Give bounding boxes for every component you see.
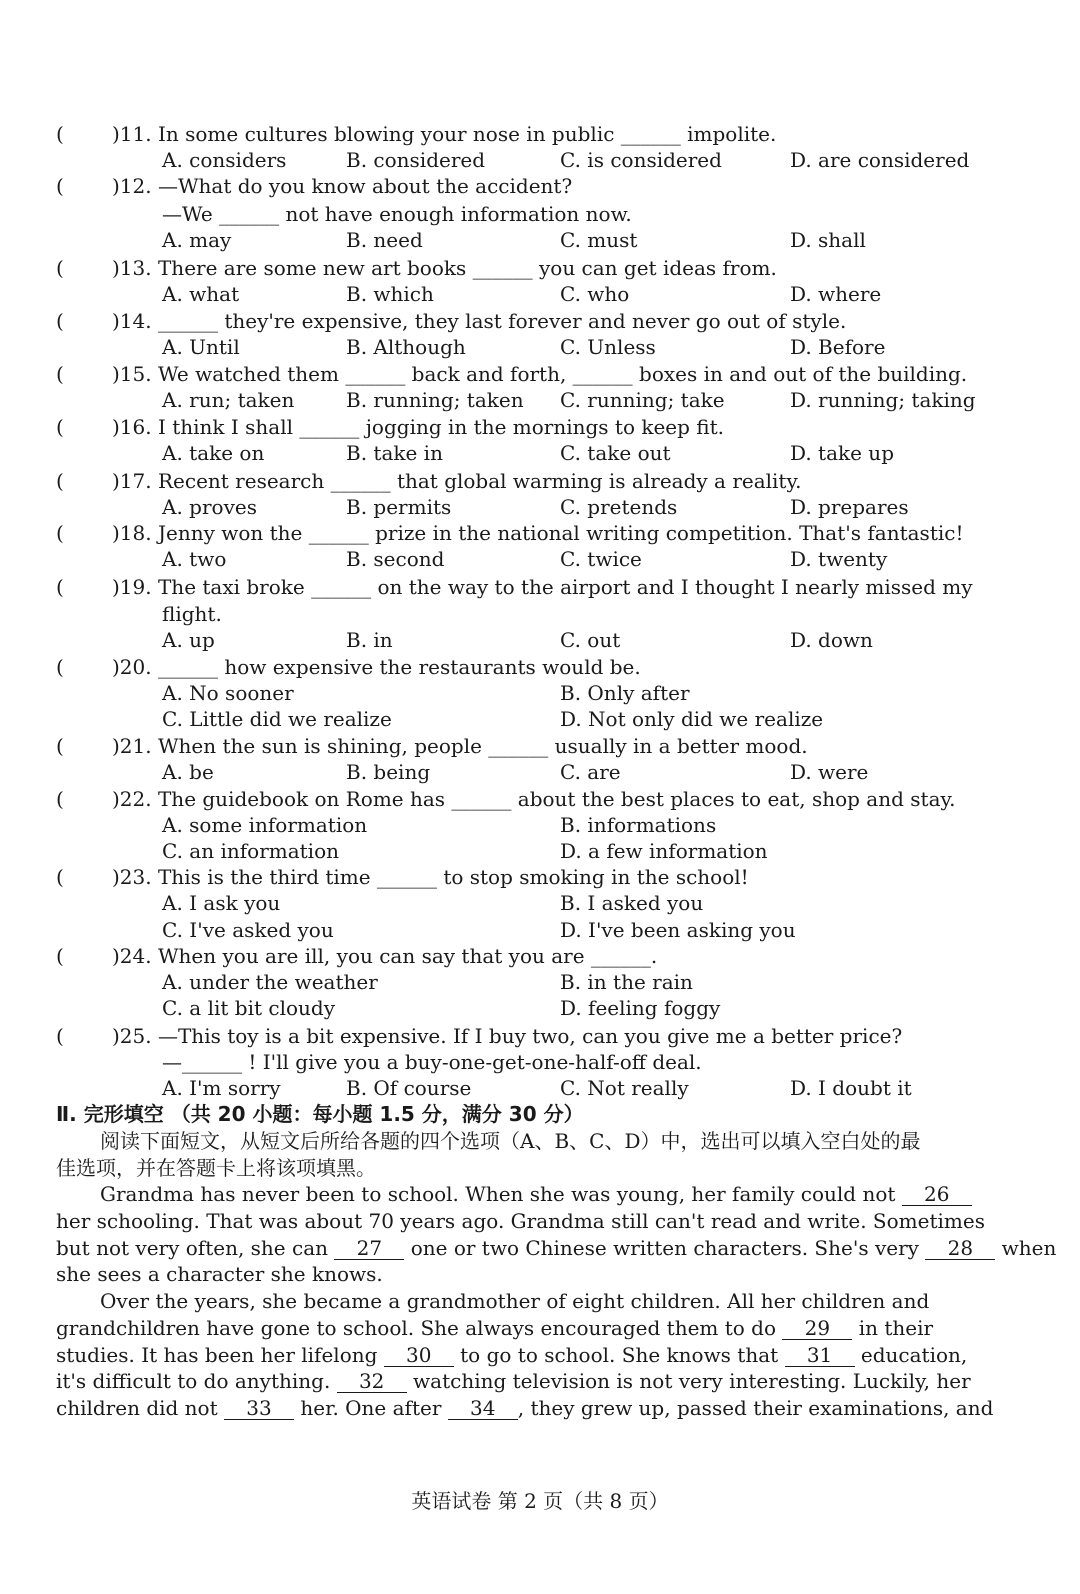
cloze-blank-29: 29 — [782, 1318, 852, 1340]
answer-paren: ( — [56, 655, 64, 679]
passage-line — [56, 1318, 933, 1340]
question-25 — [0, 1026, 1080, 1050]
passage-line — [56, 1211, 985, 1231]
answer-paren: ( — [56, 174, 64, 198]
option-11-A: A. considers — [162, 148, 287, 172]
option-14-D: D. Before — [790, 335, 886, 359]
question-stem: )19. The taxi broke ______ on the way to the airport and I thought I nearly missed my — [112, 575, 973, 599]
option-24-C: C. a lit bit cloudy — [162, 996, 335, 1020]
passage-text: children did not — [56, 1396, 224, 1420]
option-17-C: C. pretends — [560, 495, 678, 519]
question-stem: )17. Recent research ______ that global warming is already a reality. — [112, 469, 802, 493]
option-17-D: D. prepares — [790, 495, 909, 519]
option-21-C: C. are — [560, 760, 621, 784]
passage-text: it's difficult to do anything. — [56, 1369, 337, 1393]
option-22-B: B. informations — [560, 813, 717, 837]
passage-text: she sees a character she knows. — [56, 1262, 383, 1286]
option-23-C: C. I've asked you — [162, 918, 334, 942]
question-23 — [0, 867, 1080, 891]
answer-paren: ( — [56, 865, 64, 889]
question-19 — [0, 577, 1080, 601]
option-25-C: C. Not really — [560, 1076, 689, 1100]
question-stem: )24. When you are ill, you can say that you are ______. — [112, 944, 658, 968]
option-24-B: B. in the rain — [560, 970, 693, 994]
answer-paren: ( — [56, 575, 64, 599]
question-20 — [0, 657, 1080, 681]
question-11 — [0, 124, 1080, 148]
option-13-C: C. who — [560, 282, 630, 306]
passage-text: in their — [852, 1316, 934, 1340]
question-stem: )18. Jenny won the ______ prize in the national writing competition. That's fantastic! — [112, 521, 964, 545]
question-stem: )20. ______ how expensive the restaurants would be. — [112, 655, 641, 679]
option-19-C: C. out — [560, 628, 621, 652]
passage-text: grandchildren have gone to school. She always encouraged them to do — [56, 1316, 783, 1340]
question-15 — [0, 364, 1080, 388]
question-stem: )23. This is the third time ______ to stop smoking in the school! — [112, 865, 749, 889]
option-11-C: C. is considered — [560, 148, 722, 172]
option-11-D: D. are considered — [790, 148, 970, 172]
option-25-A: A. I'm sorry — [162, 1076, 281, 1100]
answer-paren: ( — [56, 1024, 64, 1048]
passage-text: education, — [854, 1343, 968, 1367]
option-19-D: D. down — [790, 628, 873, 652]
cloze-blank-27: 27 — [334, 1238, 404, 1260]
option-25-B: B. Of course — [346, 1076, 472, 1100]
section-title: Ⅱ. 完形填空 （共 20 小题：每小题 1.5 分，满分 30 分） — [56, 1102, 584, 1126]
option-20-A: A. No sooner — [162, 681, 294, 705]
option-22-C: C. an information — [162, 839, 339, 863]
cloze-blank-28: 28 — [925, 1238, 995, 1260]
cloze-blank-33: 33 — [224, 1398, 294, 1420]
option-21-D: D. were — [790, 760, 869, 784]
answer-paren: ( — [56, 256, 64, 280]
option-16-A: A. take on — [162, 441, 265, 465]
question-22 — [0, 789, 1080, 813]
question-stem: )12. —What do you know about the accident? — [112, 174, 573, 198]
question-14 — [0, 311, 1080, 335]
option-14-A: A. Until — [162, 335, 240, 359]
option-13-A: A. what — [162, 282, 240, 306]
answer-paren: ( — [56, 521, 64, 545]
option-21-B: B. being — [346, 760, 431, 784]
answer-paren: ( — [56, 469, 64, 493]
passage-line — [100, 1184, 972, 1206]
question-16 — [0, 417, 1080, 441]
question-24 — [0, 946, 1080, 970]
answer-paren: ( — [56, 415, 64, 439]
option-14-C: C. Unless — [560, 335, 656, 359]
option-23-B: B. I asked you — [560, 891, 704, 915]
answer-paren: ( — [56, 362, 64, 386]
question-stem: )13. There are some new art books ______ you can get ideas from. — [112, 256, 777, 280]
option-12-D: D. shall — [790, 228, 866, 252]
passage-line — [56, 1398, 993, 1420]
option-21-A: A. be — [162, 760, 214, 784]
question-stem: )25. —This toy is a bit expensive. If I buy two, can you give me a better price? — [112, 1024, 903, 1048]
option-19-B: B. in — [346, 628, 393, 652]
option-12-B: B. need — [346, 228, 423, 252]
answer-paren: ( — [56, 944, 64, 968]
question-21 — [0, 736, 1080, 760]
option-23-A: A. I ask you — [162, 891, 281, 915]
option-12-A: A. may — [162, 228, 232, 252]
option-24-D: D. feeling foggy — [560, 996, 721, 1020]
section-instructions: 阅读下面短文，从短文后所给各题的四个选项（A、B、C、D）中，选出可以填入空白处的最 — [100, 1129, 921, 1153]
answer-paren: ( — [56, 734, 64, 758]
question-12 — [0, 176, 1080, 200]
option-15-A: A. run; taken — [162, 388, 295, 412]
question-stem-continued: flight. — [162, 602, 222, 626]
option-15-C: C. running; take — [560, 388, 725, 412]
question-17 — [0, 471, 1080, 495]
passage-text: her schooling. That was about 70 years ago. Grandma still can't read and write. Sometimes — [56, 1209, 985, 1233]
option-15-B: B. running; taken — [346, 388, 524, 412]
option-22-D: D. a few information — [560, 839, 768, 863]
passage-text: to go to school. She knows that — [453, 1343, 785, 1367]
question-stem: )16. I think I shall ______ jogging in the mornings to keep fit. — [112, 415, 725, 439]
cloze-blank-26: 26 — [902, 1184, 972, 1206]
option-19-A: A. up — [162, 628, 215, 652]
passage-line — [100, 1291, 929, 1311]
option-13-D: D. where — [790, 282, 882, 306]
passage-text: her. One after — [294, 1396, 448, 1420]
question-stem: )22. The guidebook on Rome has ______ about the best places to eat, shop and stay. — [112, 787, 956, 811]
passage-text: watching television is not very interesting. Luckily, her — [406, 1369, 971, 1393]
question-stem: )11. In some cultures blowing your nose in public ______ impolite. — [112, 122, 777, 146]
question-13 — [0, 258, 1080, 282]
passage-line — [56, 1345, 967, 1367]
option-23-D: D. I've been asking you — [560, 918, 796, 942]
passage-line — [56, 1264, 383, 1284]
option-14-B: B. Although — [346, 335, 466, 359]
passage-text: Grandma has never been to school. When she was young, her family could not — [100, 1182, 902, 1206]
passage-text: when — [995, 1236, 1057, 1260]
option-18-A: A. two — [162, 547, 227, 571]
cloze-blank-32: 32 — [337, 1371, 407, 1393]
option-16-D: D. take up — [790, 441, 894, 465]
cloze-blank-30: 30 — [384, 1345, 454, 1367]
question-stem-continued: —______ ! I'll give you a buy-one-get-one-half-off deal. — [162, 1050, 702, 1074]
passage-text: one or two Chinese written characters. She's very — [404, 1236, 926, 1260]
option-11-B: B. considered — [346, 148, 486, 172]
passage-text: studies. It has been her lifelong — [56, 1343, 384, 1367]
option-12-C: C. must — [560, 228, 638, 252]
section-instructions-cont: 佳选项，并在答题卡上将该项填黑。 — [56, 1156, 376, 1180]
cloze-blank-34: 34 — [448, 1398, 518, 1420]
option-13-B: B. which — [346, 282, 434, 306]
option-20-B: B. Only after — [560, 681, 690, 705]
page-footer: 英语试卷 第 2 页（共 8 页） — [411, 1489, 669, 1513]
answer-paren: ( — [56, 309, 64, 333]
option-18-B: B. second — [346, 547, 445, 571]
passage-line — [56, 1371, 971, 1393]
cloze-blank-31: 31 — [785, 1345, 855, 1367]
option-18-D: D. twenty — [790, 547, 888, 571]
option-24-A: A. under the weather — [162, 970, 378, 994]
option-18-C: C. twice — [560, 547, 642, 571]
option-17-A: A. proves — [162, 495, 257, 519]
answer-paren: ( — [56, 122, 64, 146]
question-stem: )21. When the sun is shining, people ______ usually in a better mood. — [112, 734, 808, 758]
passage-text: but not very often, she can — [56, 1236, 335, 1260]
option-15-D: D. running; taking — [790, 388, 976, 412]
option-25-D: D. I doubt it — [790, 1076, 912, 1100]
option-22-A: A. some information — [162, 813, 368, 837]
option-17-B: B. permits — [346, 495, 452, 519]
question-18 — [0, 523, 1080, 547]
question-stem-continued: —We ______ not have enough information now. — [162, 202, 632, 226]
option-20-D: D. Not only did we realize — [560, 707, 824, 731]
answer-paren: ( — [56, 787, 64, 811]
option-20-C: C. Little did we realize — [162, 707, 392, 731]
question-stem: )14. ______ they're expensive, they last forever and never go out of style. — [112, 309, 847, 333]
option-16-C: C. take out — [560, 441, 671, 465]
question-stem: )15. We watched them ______ back and forth, ______ boxes in and out of the building. — [112, 362, 968, 386]
option-16-B: B. take in — [346, 441, 443, 465]
passage-text: , they grew up, passed their examinations, and — [517, 1396, 994, 1420]
passage-line — [56, 1238, 1056, 1260]
passage-text: Over the years, she became a grandmother of eight children. All her children and — [100, 1289, 930, 1313]
